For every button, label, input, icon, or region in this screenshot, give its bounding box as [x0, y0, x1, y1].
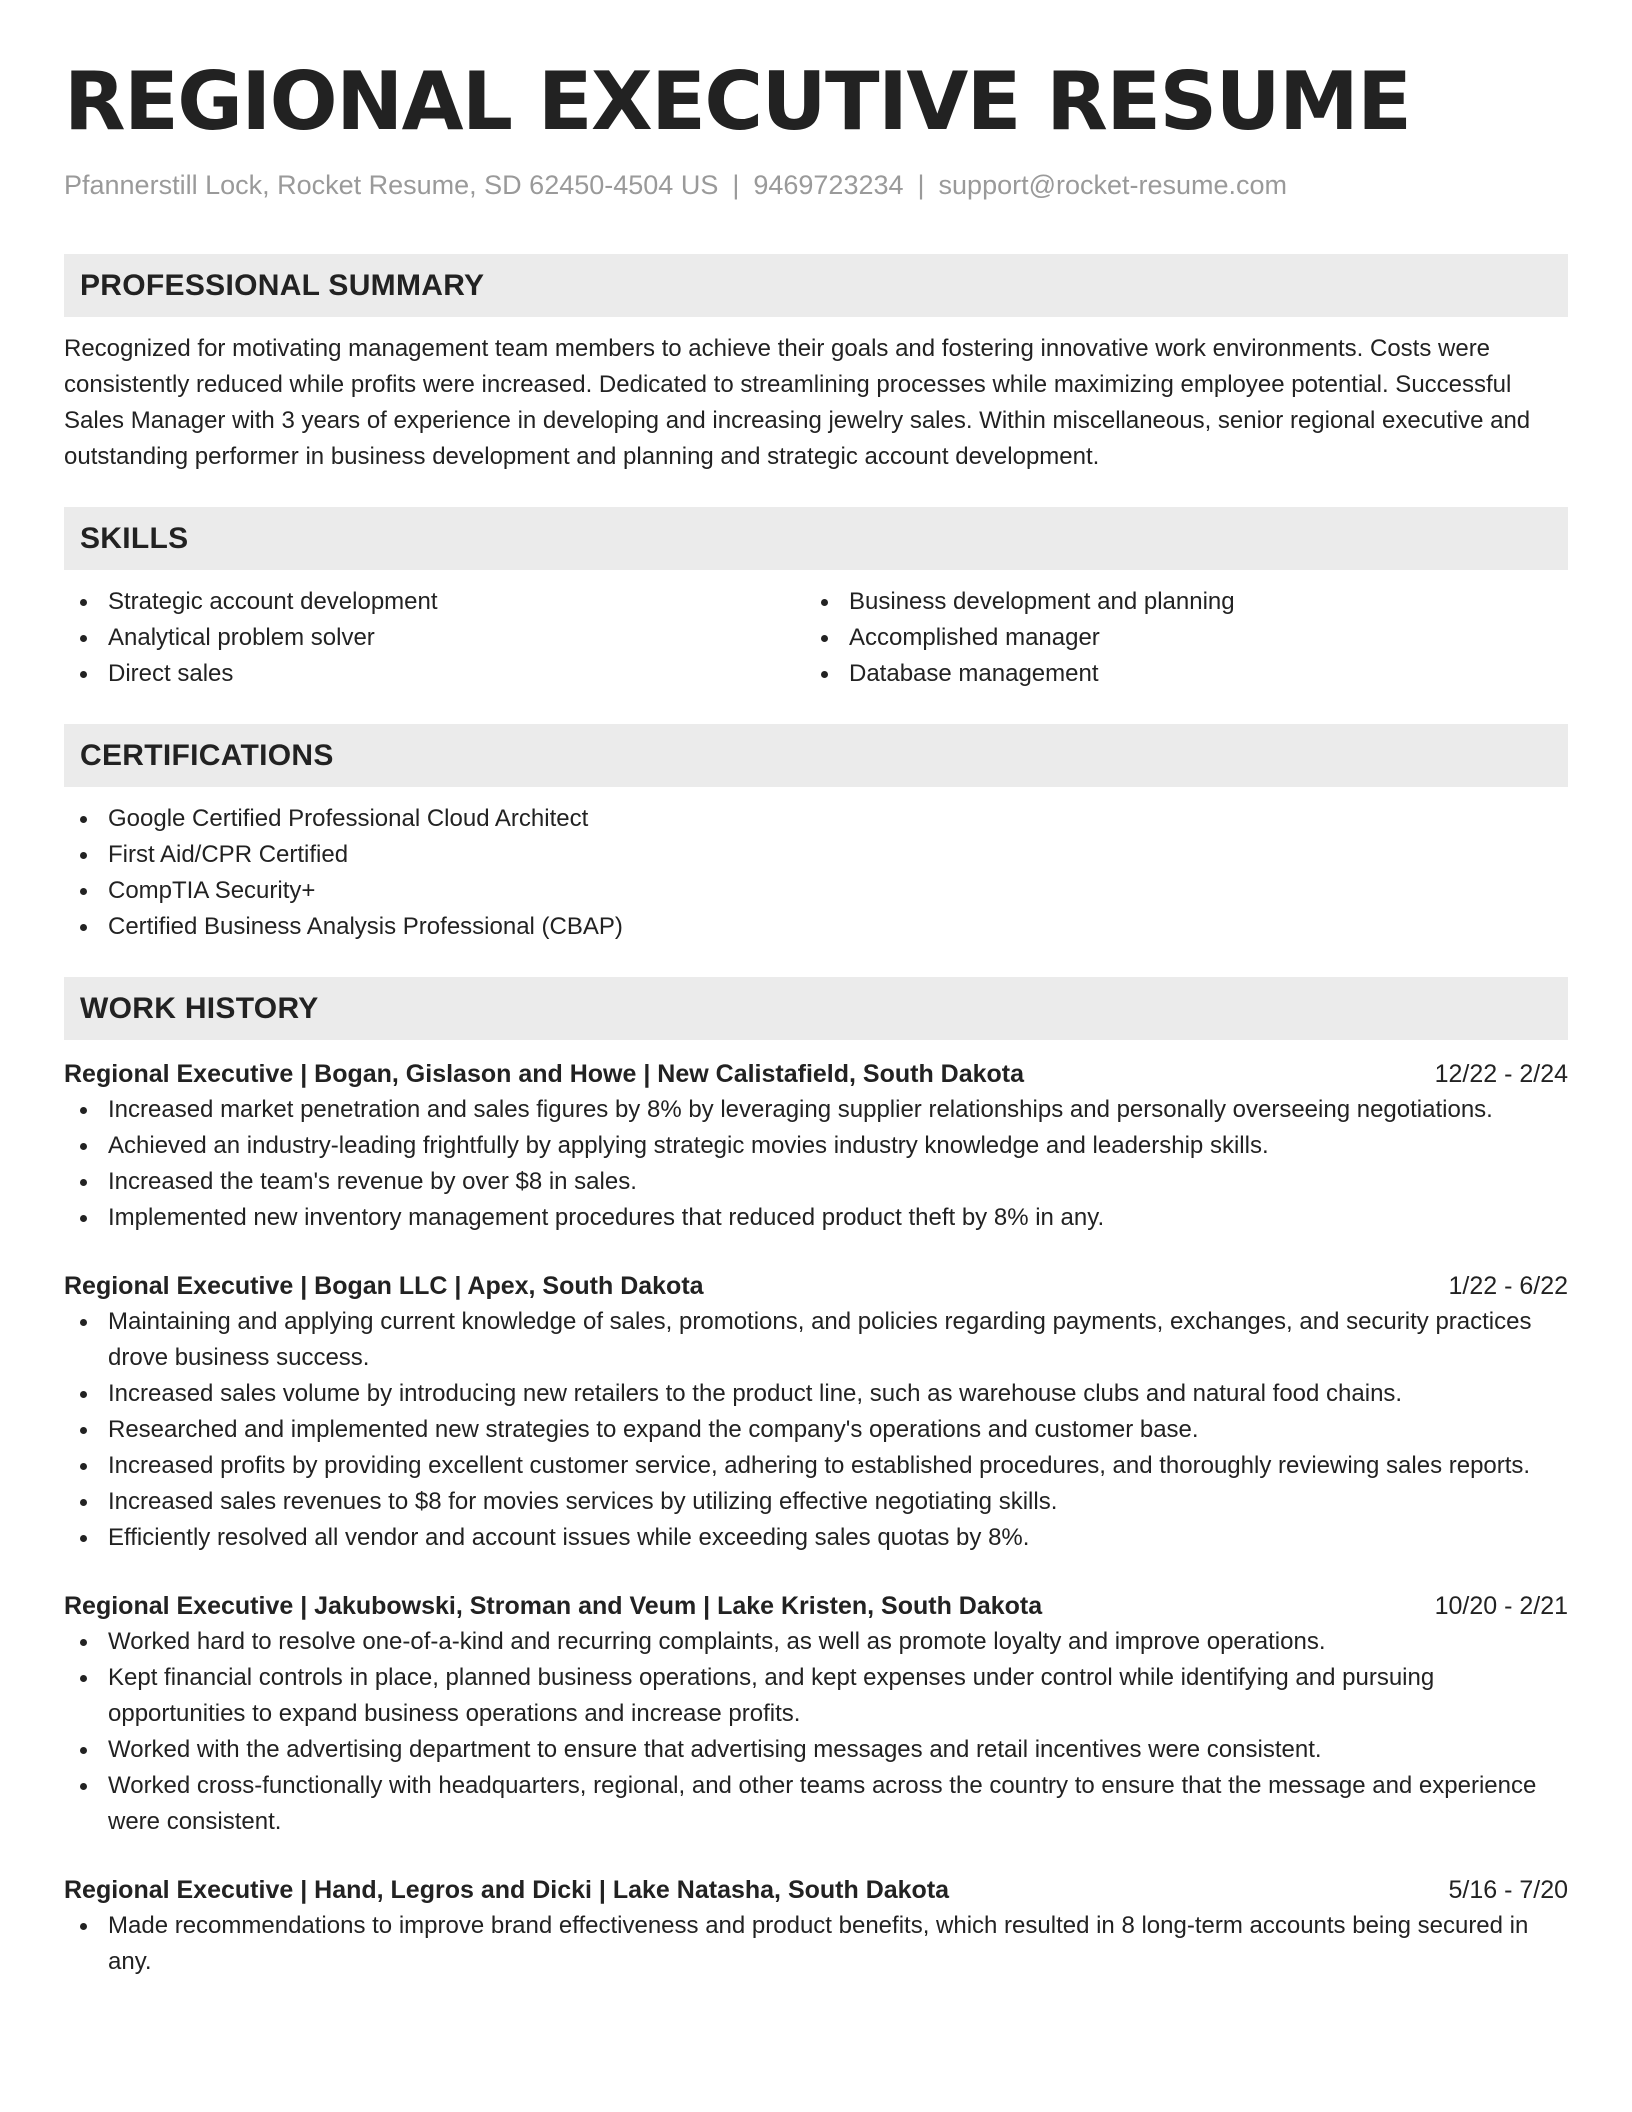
job-bullet: Increased profits by providing excellent customer service, adhering to established procedures, and thoroughly reviewing sales reports.	[64, 1448, 1568, 1484]
job-dates: 10/20 - 2/21	[1434, 1592, 1568, 1620]
job-bullet-list	[64, 1624, 1568, 1840]
job-bullet: Implemented new inventory management procedures that reduced product theft by 8% in any.	[64, 1200, 1568, 1236]
job-bullet-list	[64, 1908, 1568, 1980]
job-dates: 5/16 - 7/20	[1448, 1876, 1568, 1904]
certification-item: Google Certified Professional Cloud Architect	[64, 801, 1568, 837]
skills-list-left	[64, 584, 805, 692]
contact-email: support@rocket-resume.com	[938, 170, 1288, 200]
job-bullet: Researched and implemented new strategies to expand the company's operations and customer base.	[64, 1412, 1568, 1448]
job-title: Regional Executive | Bogan LLC | Apex, South Dakota	[64, 1272, 704, 1300]
job-title: Regional Executive | Hand, Legros and Dicki | Lake Natasha, South Dakota	[64, 1876, 950, 1904]
job-bullet: Made recommendations to improve brand effectiveness and product benefits, which resulted in 8 long-term accounts being secured in any.	[64, 1908, 1568, 1980]
job-bullet: Increased sales volume by introducing new retailers to the product line, such as warehouse clubs and natural food chains.	[64, 1376, 1568, 1412]
job-dates: 12/22 - 2/24	[1434, 1060, 1568, 1088]
skills-list-right	[805, 584, 1546, 692]
contact-address: Pfannerstill Lock, Rocket Resume, SD 62450-4504 US	[64, 170, 719, 200]
skill-item: Direct sales	[64, 656, 805, 692]
job-header	[64, 1056, 1568, 1092]
job-bullet: Increased the team's revenue by over $8 in sales.	[64, 1164, 1568, 1200]
job-title: Regional Executive | Jakubowski, Stroman and Veum | Lake Kristen, South Dakota	[64, 1592, 1043, 1620]
skills-heading: SKILLS	[64, 507, 1568, 570]
contact-line	[64, 168, 1568, 202]
job-title: Regional Executive | Bogan, Gislason and Howe | New Calistafield, South Dakota	[64, 1060, 1025, 1088]
job-bullet-list	[64, 1092, 1568, 1236]
skills-grid	[64, 584, 1568, 692]
certifications-list	[64, 801, 1568, 945]
skill-item: Strategic account development	[64, 584, 805, 620]
job-header	[64, 1872, 1568, 1908]
certifications-heading: CERTIFICATIONS	[64, 724, 1568, 787]
certification-item: Certified Business Analysis Professional (CBAP)	[64, 909, 1568, 945]
job-bullet: Worked hard to resolve one-of-a-kind and recurring complaints, as well as promote loyalty and improve operations.	[64, 1624, 1568, 1660]
certification-item: First Aid/CPR Certified	[64, 837, 1568, 873]
job-bullet-list	[64, 1304, 1568, 1556]
job-bullet: Worked with the advertising department to ensure that advertising messages and retail incentives were consistent.	[64, 1732, 1568, 1768]
job-bullet: Worked cross-functionally with headquarters, regional, and other teams across the country to ensure that the message and experience were consistent.	[64, 1768, 1568, 1840]
job-bullet: Maintaining and applying current knowledge of sales, promotions, and policies regarding payments, exchanges, and security practices drove business success.	[64, 1304, 1568, 1376]
job-dates: 1/22 - 6/22	[1448, 1272, 1568, 1300]
summary-text: Recognized for motivating management team members to achieve their goals and fostering innovative work environments. Costs were consistently reduced while profits were increased. Dedicated to streamlining processes while maximizing employee potential. Successful Sales Manager with 3 years of experience in developing and increasing jewelry sales. Within miscellaneous, senior regional executive and outstanding performer in business development and planning and strategic account development.	[64, 335, 1531, 470]
contact-separator: |	[917, 170, 925, 200]
job-bullet: Increased market penetration and sales figures by 8% by leveraging supplier relationships and personally overseeing negotiations.	[64, 1092, 1568, 1128]
summary-heading: PROFESSIONAL SUMMARY	[64, 254, 1568, 317]
skill-item: Analytical problem solver	[64, 620, 805, 656]
job-bullet: Kept financial controls in place, planned business operations, and kept expenses under control while identifying and pursuing opportunities to expand business operations and increase profits.	[64, 1660, 1568, 1732]
certification-item: CompTIA Security+	[64, 873, 1568, 909]
job-bullet: Achieved an industry-leading frightfully by applying strategic movies industry knowledge and leadership skills.	[64, 1128, 1568, 1164]
work-history-heading: WORK HISTORY	[64, 977, 1568, 1040]
resume-title: REGIONAL EXECUTIVE RESUME	[64, 55, 1411, 148]
job-header	[64, 1268, 1568, 1304]
skill-item: Accomplished manager	[805, 620, 1546, 656]
contact-separator: |	[732, 170, 740, 200]
contact-phone: 9469723234	[753, 170, 904, 200]
job-bullet: Increased sales revenues to $8 for movies services by utilizing effective negotiating skills.	[64, 1484, 1568, 1520]
job-bullet: Efficiently resolved all vendor and account issues while exceeding sales quotas by 8%.	[64, 1520, 1568, 1556]
skill-item: Business development and planning	[805, 584, 1546, 620]
skill-item: Database management	[805, 656, 1546, 692]
job-header	[64, 1588, 1568, 1624]
